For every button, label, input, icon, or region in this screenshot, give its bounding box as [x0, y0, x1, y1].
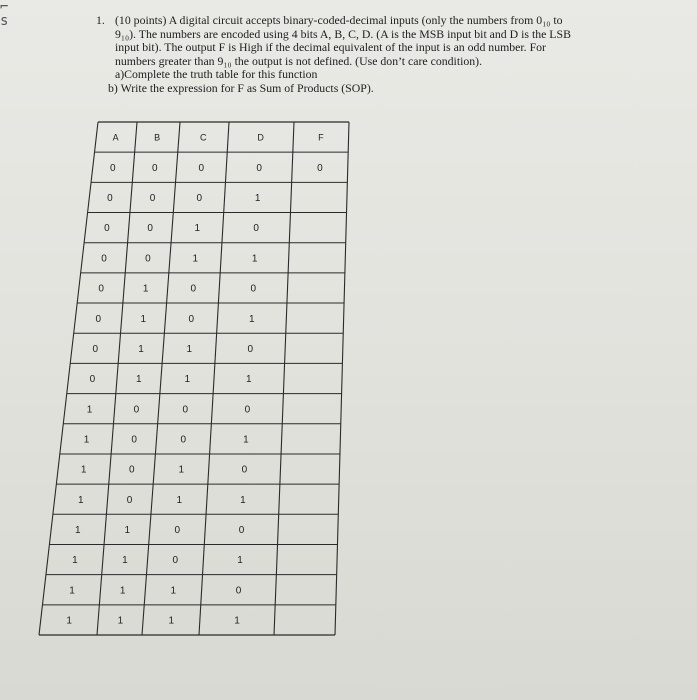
table-cell: 0 [92, 343, 99, 355]
table-cell: 1 [66, 615, 72, 627]
table-cell: 1 [240, 494, 246, 506]
table-cell: 0 [101, 253, 107, 265]
table-cell: 1 [176, 494, 183, 506]
table-cell: 1 [75, 525, 81, 537]
table-cell: 1 [178, 464, 185, 476]
page-edge-mark: ⌐ s [0, 0, 9, 29]
table-cell: 1 [86, 404, 93, 416]
table-cell: 0 [95, 313, 102, 325]
table-cell: 1 [254, 193, 261, 205]
truth-table-grid [37, 118, 337, 638]
table-header-b: B [154, 132, 161, 143]
table-header-a: A [112, 132, 119, 143]
table-cell: 1 [246, 374, 252, 386]
table-cell: 0 [180, 434, 187, 446]
table-cell: 0 [107, 193, 113, 205]
table-column-line [199, 122, 229, 635]
table-cell: 0 [253, 223, 259, 235]
table-cell: 0 [235, 585, 242, 597]
table-cell: 1 [135, 374, 142, 386]
table-cell: 1 [184, 374, 191, 386]
table-cell: 0 [147, 223, 153, 235]
table-cell: 0 [129, 464, 135, 476]
table-cell: 0 [89, 374, 96, 386]
table-cell: 1 [142, 283, 149, 295]
table-cell: 1 [168, 615, 175, 627]
table-cell: 0 [198, 162, 205, 174]
table-cell: 0 [241, 464, 248, 476]
table-cell: 1 [234, 615, 240, 627]
table-cell: 0 [188, 313, 195, 325]
table-cell: 0 [247, 343, 254, 355]
table-cell: 1 [237, 555, 243, 567]
question-text-line-1: (10 points) A digital circuit accepts binary-coded-decimal inputs (only the numbers from 0₁₀ to [115, 13, 563, 27]
table-cell: 0 [104, 223, 110, 235]
table-cell: 1 [122, 555, 128, 567]
table-cell: 1 [192, 253, 199, 265]
table-cell: 1 [186, 343, 193, 355]
table-cell: 1 [138, 343, 144, 355]
table-cell: 0 [149, 193, 156, 205]
truth-table [37, 118, 337, 638]
question-part-a: a)Complete the truth table for this function [115, 67, 318, 82]
table-cell: 1 [124, 525, 131, 537]
table-cell: 1 [119, 585, 126, 597]
table-column-line [97, 122, 137, 635]
table-cell: 0 [174, 525, 181, 537]
table-cell: 0 [131, 434, 137, 446]
table-cell: 0 [182, 404, 189, 416]
table-cell: 0 [98, 283, 104, 295]
table-cell: 1 [251, 253, 258, 265]
table-cell: 1 [80, 464, 87, 476]
table-cell: 0 [250, 283, 257, 295]
table-header-d: D [257, 132, 264, 143]
table-cell: 1 [117, 615, 124, 627]
table-cell: 1 [69, 585, 75, 597]
table-column-line [335, 122, 349, 635]
table-cell: 1 [243, 434, 249, 446]
table-column-line [274, 122, 294, 635]
table-cell: 0 [172, 555, 179, 567]
table-cell: 0 [196, 193, 203, 205]
table-cell: 1 [194, 223, 201, 235]
table-cell: 1 [170, 585, 177, 597]
table-cell: 1 [77, 494, 84, 506]
question-text-line-2: 9₁₀). The numbers are encoded using 4 bits A, B, C, D. (A is the MSB input bit and D is the LSB [115, 26, 571, 41]
table-header-c: C [200, 132, 207, 143]
question-block [96, 14, 666, 96]
table-cell: 0 [256, 162, 262, 174]
table-cell: 1 [72, 555, 78, 567]
table-cell: 0 [317, 162, 323, 174]
table-cell: 0 [110, 162, 116, 174]
table-cell: 0 [145, 253, 151, 265]
table-cell: 1 [83, 434, 90, 446]
table-cell: 0 [244, 404, 251, 416]
table-cell: 0 [190, 283, 197, 295]
table-cell: 0 [238, 525, 245, 537]
table-header-f: F [318, 132, 324, 143]
table-cell: 0 [126, 494, 133, 506]
table-cell: 0 [152, 162, 158, 174]
question-text-line-4: numbers greater than 9₁₀ the output is not defined. (Use don’t care condition). [115, 53, 483, 68]
question-text-line-3: input bit). The output F is High if the decimal equivalent of the input is an odd number. For [115, 40, 546, 55]
table-cell: 0 [133, 404, 140, 416]
table-cell: 1 [248, 313, 255, 325]
question-number: 1. [96, 13, 105, 27]
table-cell: 1 [140, 313, 147, 325]
question-part-b: b) Write the expression for F as Sum of Products (SOP). [108, 80, 374, 95]
